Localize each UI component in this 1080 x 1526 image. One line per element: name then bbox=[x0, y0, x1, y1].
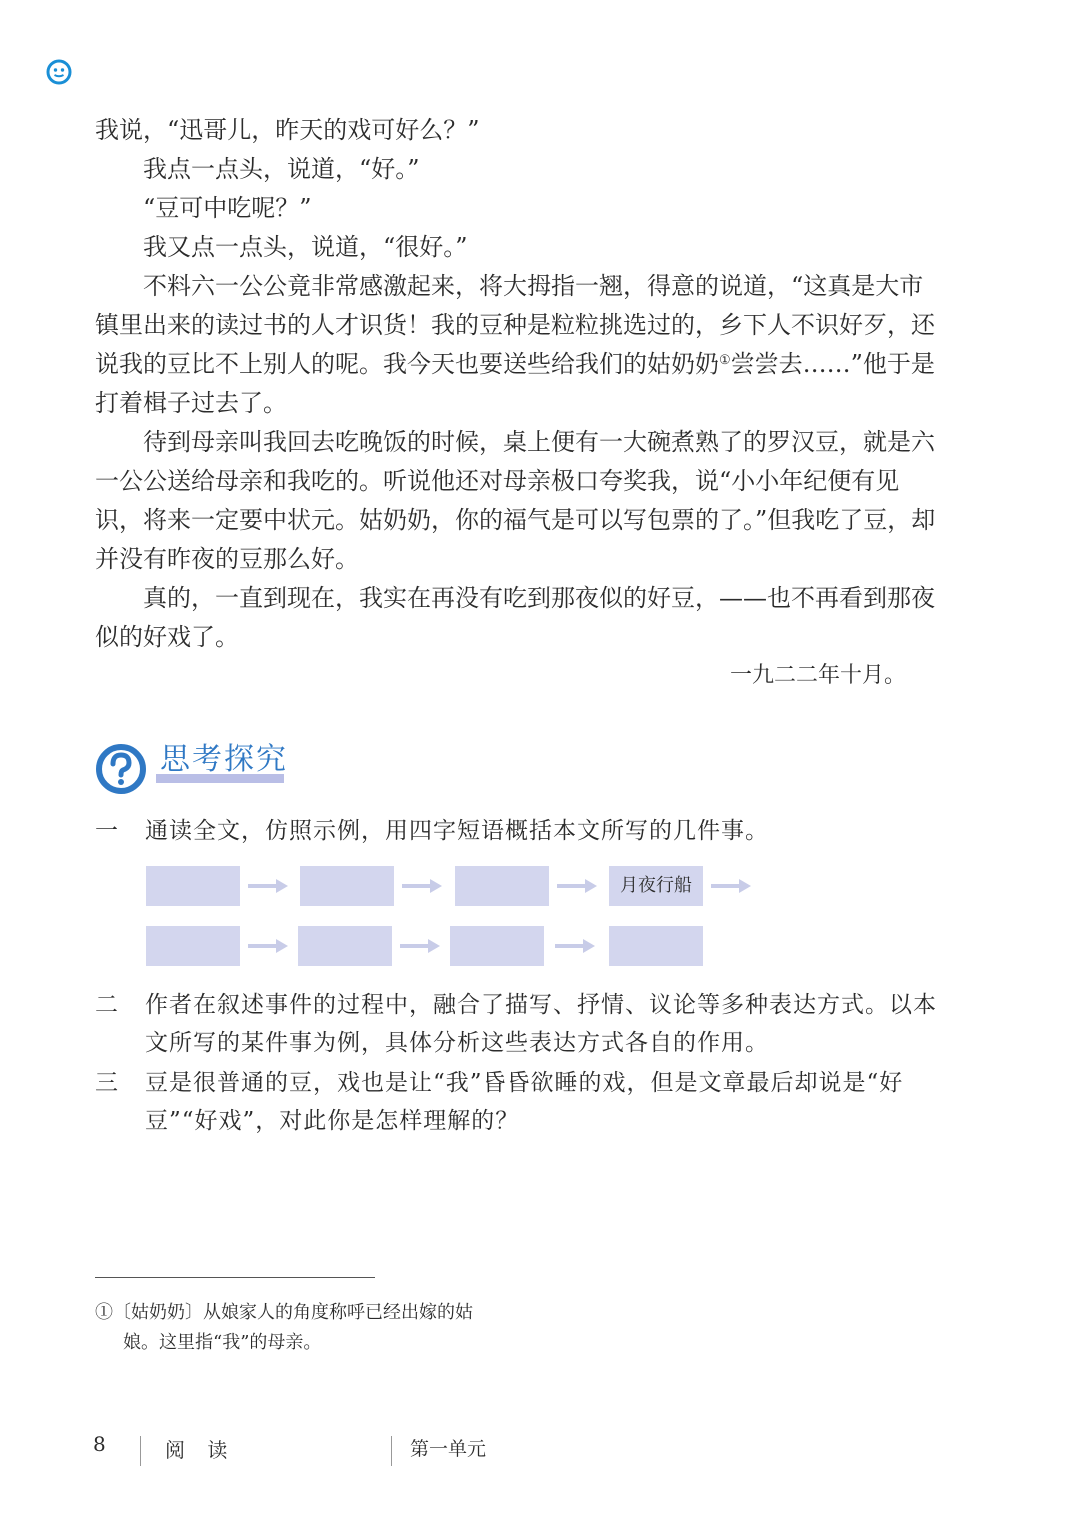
story-paragraph: 我又点一点头，说道，“很好。” bbox=[143, 233, 468, 261]
arrow-right-icon bbox=[402, 879, 442, 893]
footnote-marker: ① bbox=[719, 353, 731, 368]
question-text: 作者在叙述事件的过程中，融合了描写、抒情、议论等多种表达方式。以本文所写的某件事为例，具体分析这些表达方式各自的作用。 bbox=[145, 992, 937, 1056]
smiley-icon bbox=[46, 59, 72, 85]
arrow-right-icon bbox=[248, 879, 288, 893]
arrow-right-icon bbox=[555, 939, 595, 953]
flow-box bbox=[146, 866, 240, 906]
question-number: 二 bbox=[95, 992, 118, 1018]
page-number: 8 bbox=[93, 1432, 106, 1456]
flow-box bbox=[450, 926, 544, 966]
flow-box bbox=[609, 926, 703, 966]
flow-box bbox=[455, 866, 549, 906]
story-paragraph: 待到母亲叫我回去吃晚饭的时候，桌上便有一大碗煮熟了的罗汉豆，就是六一公公送给母亲和我吃的。听说他还对母亲极口夸奖我，说“小小年纪便有见识，将来一定要中状元。姑奶奶，你的福气是可以写包票的了。”但我吃了豆，却并没有昨夜的豆那么好。 bbox=[95, 428, 936, 573]
footer-divider bbox=[140, 1436, 141, 1466]
footer-section: 阅 读 bbox=[165, 1438, 236, 1462]
arrow-right-icon bbox=[711, 879, 751, 893]
story-body bbox=[95, 111, 940, 657]
story-paragraph: “豆可中吃呢？” bbox=[143, 194, 312, 222]
flow-box bbox=[146, 926, 240, 966]
story-paragraph: 我点一点头，说道，“好。” bbox=[143, 155, 420, 183]
footer-unit: 第一单元 bbox=[410, 1438, 487, 1460]
question-text: 豆是很普通的豆，戏也是让“我”昏昏欲睡的戏，但是文章最后却说是“好豆”“好戏”，对此你是怎样理解的？ bbox=[145, 1070, 904, 1134]
flow-box-example: 月夜行船 bbox=[609, 866, 703, 906]
flow-box bbox=[300, 866, 394, 906]
arrow-right-icon bbox=[248, 939, 288, 953]
story-paragraph: 我说，“迅哥儿，昨天的戏可好么？” bbox=[95, 116, 480, 144]
story-paragraph: 真的，一直到现在，我实在再没有吃到那夜似的好豆，——也不再看到那夜似的好戏了。 bbox=[95, 584, 935, 651]
question-icon bbox=[94, 742, 148, 796]
footnote-divider bbox=[95, 1277, 375, 1278]
story-paragraph bbox=[95, 267, 940, 423]
question-number: 一 bbox=[95, 818, 118, 844]
section-title: 思考探究 bbox=[160, 742, 288, 777]
story-text: 尝尝去……”他于是打着楫子过去了。 bbox=[95, 350, 935, 417]
footnote-line: ①〔姑奶奶〕从娘家人的角度称呼已经出嫁的姑 bbox=[95, 1302, 473, 1323]
question-number: 三 bbox=[95, 1070, 118, 1096]
question-text: 通读全文，仿照示例，用四字短语概括本文所写的几件事。 bbox=[145, 818, 769, 844]
arrow-right-icon bbox=[557, 879, 597, 893]
story-date: 一九二二年十月。 bbox=[730, 663, 907, 688]
story-text: 不料六一公公竟非常感激起来，将大拇指一翘，得意的说道，“这真是大市镇里出来的读过书的人才识货！我的豆种是粒粒挑选过的，乡下人不识好歹，还说我的豆比不上别人的呢。我今天也要送些给我们的姑奶奶 bbox=[95, 272, 935, 378]
footer-divider bbox=[391, 1436, 392, 1466]
flow-box bbox=[298, 926, 392, 966]
footnote-line: 娘。这里指“我”的母亲。 bbox=[123, 1332, 322, 1353]
arrow-right-icon bbox=[400, 939, 440, 953]
footnote bbox=[95, 1298, 473, 1358]
